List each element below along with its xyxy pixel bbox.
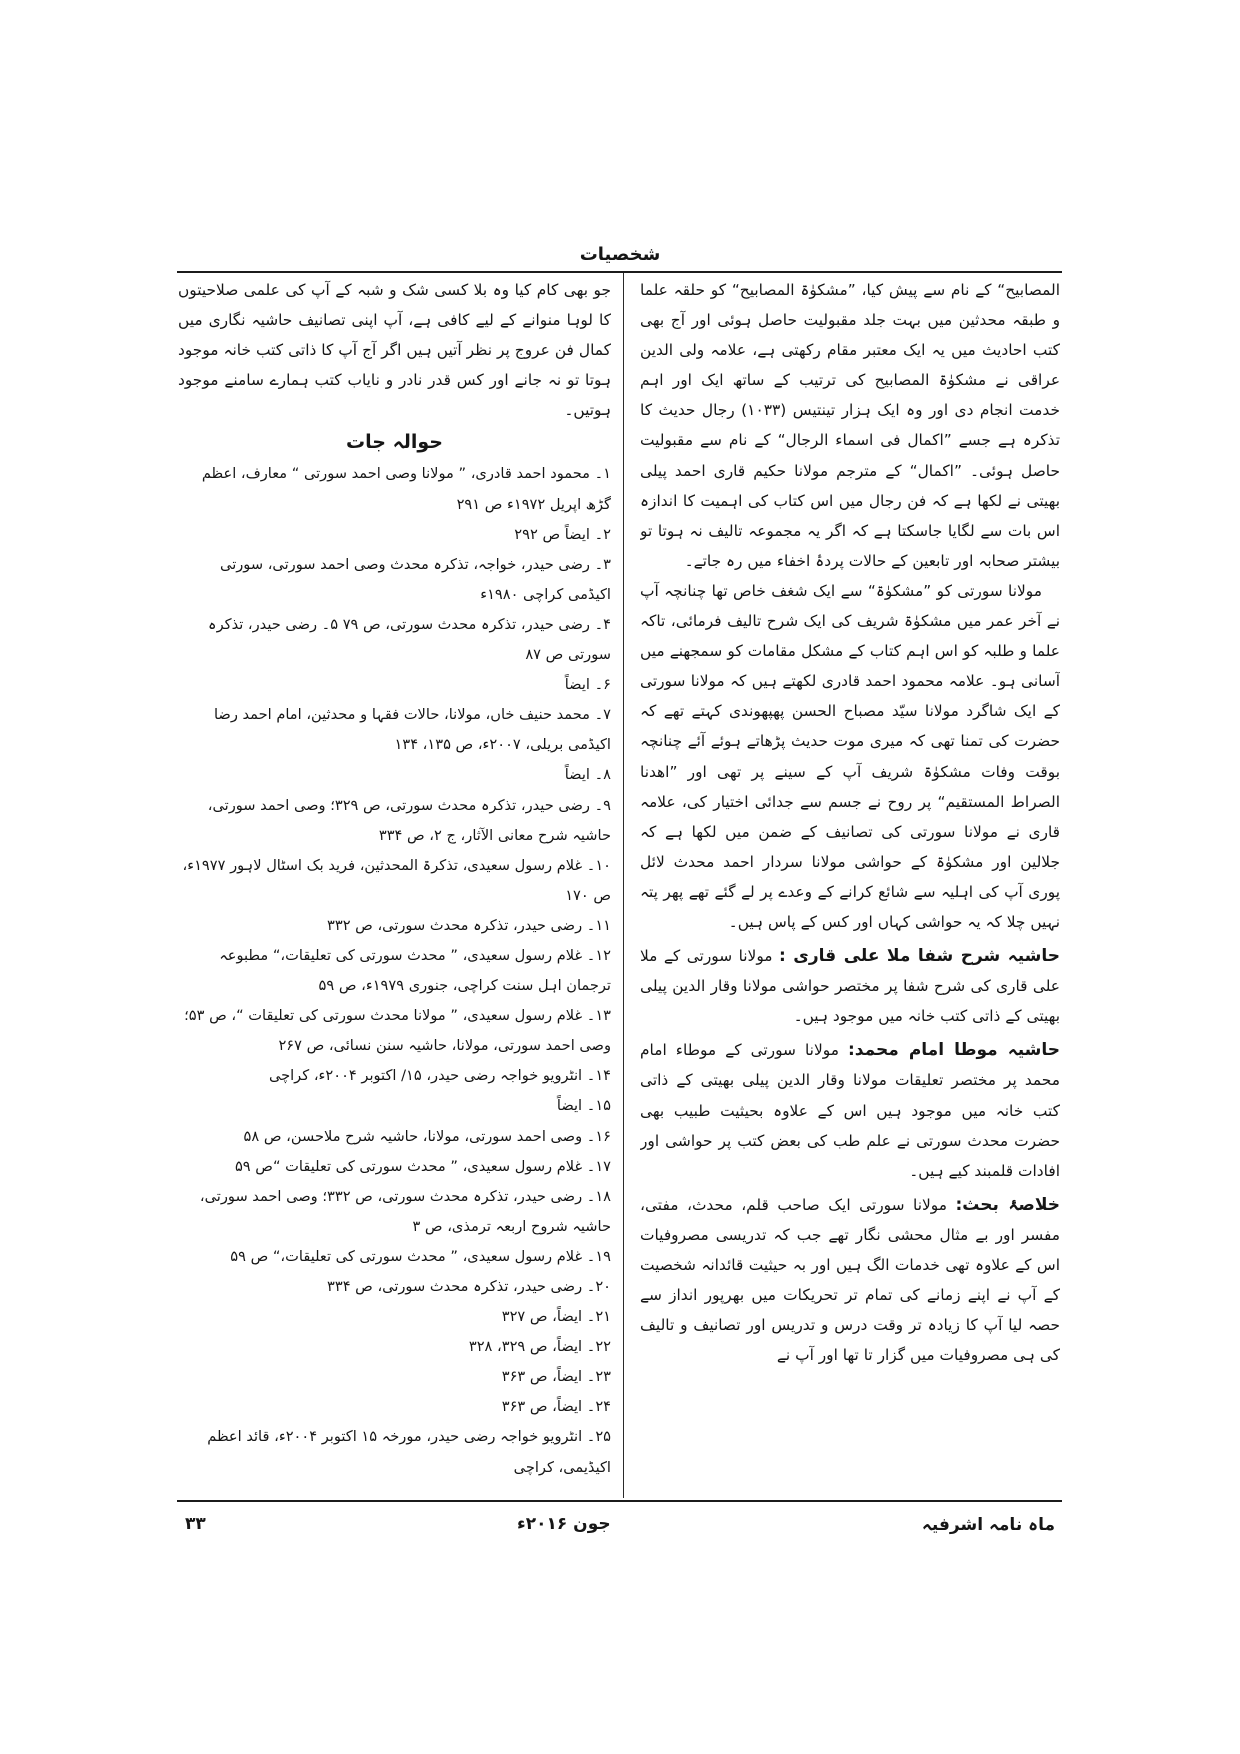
section-heading: حاشیہ موطا امام محمد:	[847, 1040, 1060, 1061]
reference-item: ۱۱۔ رضی حیدر، تذکرہ محدث سورتی، ص ۳۳۲	[327, 916, 611, 934]
reference-item: ۱۳۔ غلام رسول سعیدی، ” مولانا محدث سورتی کی تعلیقات “، ص ۵۳؛ وصی احمد سورتی، مولانا، حاشیہ سنن نسائی، ص ۲۶۷	[184, 1007, 611, 1055]
section-heading: حاشیہ شرح شفا ملا علی قاری :	[779, 946, 1060, 967]
magazine-name: ماہ نامہ اشرفیہ	[921, 1514, 1055, 1535]
left-column	[178, 275, 611, 1499]
reference-item: ۱۴۔ انٹرویو خواجہ رضی حیدر، ۱۵/ اکتوبر ۲۰۰۴ء، کراچی	[268, 1067, 611, 1085]
reference-list	[178, 459, 611, 1482]
reference-item: ۲۴۔ ایضاً، ص ۳۶۳	[501, 1398, 611, 1416]
page-number: ۳۳	[185, 1514, 206, 1534]
reference-item: ۴۔ رضی حیدر، تذکرہ محدث سورتی، ص ۷۹ ۵۔ رضی حیدر، تذکرہ سورتی ص ۸۷	[208, 615, 611, 664]
right-column	[640, 275, 1060, 1499]
reference-item: ۲۵۔ انٹرویو خواجہ رضی حیدر، مورخہ ۱۵ اکتوبر ۲۰۰۴ء، قائد اعظم اکیڈیمی، کراچی	[207, 1428, 611, 1476]
reference-item: ۸۔ ایضاً	[564, 766, 611, 784]
reference-item: ۲۳۔ ایضاً، ص ۳۶۳	[501, 1368, 611, 1386]
section-paragraph	[640, 941, 1060, 1031]
reference-item: ۲۰۔ رضی حیدر، تذکرہ محدث سورتی، ص ۳۳۴	[327, 1278, 611, 1295]
reference-item: ۱۷۔ غلام رسول سعیدی، ” محدث سورتی کی تعلیقات “ص ۵۹	[234, 1157, 611, 1175]
references-heading: حوالہ جات	[346, 431, 443, 454]
reference-item: ۱۵۔ ایضاً	[556, 1097, 611, 1115]
column-divider	[623, 273, 624, 1498]
reference-item: ۱۔ محمود احمد قادری، ” مولانا وصی احمد سورتی “ معارف، اعظم گڑھ اپریل ۱۹۷۲ء ص ۲۹۱	[201, 465, 611, 513]
section-text: مولانا سورتی ایک صاحب قلم، محدث، مفتی، مفسر اور بے مثال محشی نگار تھے جب کہ تدریسی مصروفیات اس کے علاوہ تھی خدمات الگ ہیں اور بہ حیثیت قائدانہ شخصیت کے آپ نے اپنے زمانے کی تمام تر تحریکات میں بھرپور انداز سے حصہ لیا آپ کا زیادہ تر وقت درس و تدریس اور تصانیف و تالیف کی ہی مصروفیات میں گزار تا تھا اور آپ نے	[640, 1195, 1060, 1365]
reference-item: ۷۔ محمد حنیف خاں، مولانا، حالات فقہا و محدثین، امام احمد رضا اکیڈمی بریلی، ۲۰۰۷ء، ص ۱۳۵، ۱۳۴	[213, 706, 611, 754]
reference-item: ۹۔ رضی حیدر، تذکرہ محدث سورتی، ص ۳۲۹؛ وصی احمد سورتی، حاشیہ شرح معانی الآثار، ج ۲، ص ۳۳۴	[207, 796, 611, 844]
paragraph: مولانا سورتی کو ”مشکوٰۃ“ سے ایک شغف خاص تھا چنانچہ آپ نے آخر عمر میں مشکوٰۃ شریف کی ایک شرح تالیف فرمائی، تاکہ علما و طلبہ کو اس اہم کتاب کے مشکل مقامات کو سمجھنے میں آسانی ہو۔ علامہ محمود احمد قادری لکھتے ہیں کہ مولانا سورتی کے ایک شاگرد مولانا سیّد مصباح الحسن پھپھوندی کہتے تھے کہ حضرت کی تمنا تھی کہ میری موت حدیث پڑھاتے ہوئے آئے چنانچہ بوقت وفات مشکوٰۃ شریف آپ کے سینے پر تھی اور ”اھدنا الصراط المستقیم“ پر روح نے جسم سے جدائی اختیار کی، علامہ قاری نے مولانا سورتی کی تصانیف کے ضمن میں لکھا ہے کہ جلالین اور مشکوٰۃ کے حواشی مولانا سردار احمد محدث لائل پوری آپ کی اہلیہ سے شائع کرانے کے وعدے پر لے گئے تھے پھر پتہ نہیں چلا کہ یہ حواشی کہاں اور کس کے پاس ہیں۔	[640, 581, 1060, 931]
paragraph: جو بھی کام کیا وہ بلا کسی شک و شبہ کے آپ کی علمی صلاحیتوں کا لوہا منوانے کے لیے کافی ہے، آپ اپنی تصانیف حاشیہ نگاری میں کمال فن عروج پر نظر آتیں ہیں اگر آج آپ کا ذاتی کتب خانہ موجود ہوتا تو نہ جانے اور کس قدر نادر و نایاب کتب ہمارے سامنے موجود ہوتیں۔	[178, 281, 611, 420]
footer-rule	[177, 1500, 1062, 1502]
reference-item: ۳۔ رضی حیدر، خواجہ، تذکرہ محدث وصی احمد سورتی، سورتی اکیڈمی کراچی ۱۹۸۰ء	[220, 555, 611, 603]
reference-item: ۱۲۔ غلام رسول سعیدی، ” محدث سورتی کی تعلیقات،“ مطبوعہ ترجمان اہل سنت کراچی، جنوری ۱۹۷۹ء، ص ۵۹	[219, 946, 611, 995]
section-heading: خلاصۂ بحث:	[955, 1194, 1060, 1215]
reference-item: ۲۔ ایضاً ص ۲۹۲	[514, 525, 611, 543]
reference-item: ۲۱۔ ایضاً، ص ۳۲۷	[501, 1308, 611, 1326]
section-paragraph	[640, 1035, 1060, 1185]
reference-item: ۱۸۔ رضی حیدر، تذکرہ محدث سورتی، ص ۳۳۲؛ وصی احمد سورتی، حاشیہ شروح اربعہ ترمذی، ص ۳	[199, 1187, 611, 1235]
section-text: مولانا سورتی کے ملا علی قاری کی شرح شفا پر مختصر حواشی مولانا وقار الدین پیلی بھیتی کے ذاتی کتب خانہ میں موجود ہیں۔	[640, 947, 1060, 1026]
section-text: مولانا سورتی کے موطاء امام محمد پر مختصر تعلیقات مولانا وقار الدین پیلی بھیتی کے ذاتی کتب خانہ میں موجود ہیں اس کے علاوہ بحیثیت طبیب بھی حضرت محدث سورتی نے علم طب کی بعض کتب پر حواشی اور افادات قلمبند کیے ہیں۔	[640, 1041, 1060, 1180]
paragraph: المصابیح“ کے نام سے پیش کیا، ”مشکوٰۃ المصابیح“ کو حلقہ علما و طبقہ محدثین میں بہت جلد مقبولیت حاصل ہوئی اور آج بھی کتب احادیث میں یہ ایک معتبر مقام رکھتی ہے، علامہ ولی الدین عراقی نے مشکوٰۃ المصابیح کی ترتیب کے ساتھ ایک اور اہم خدمت انجام دی اور وہ ایک ہزار تینتیس (۱۰۳۳) رجال حدیث کا تذکرہ ہے جسے ”اکمال فی اسماء الرجال“ کے نام سے مقبولیت حاصل ہوئی۔ ”اکمال“ کے مترجم مولانا حکیم قاری احمد پیلی بھیتی نے لکھا ہے کہ فن رجال میں اس کتاب کی اہمیت کا اندازہ اس بات سے لگایا جاسکتا ہے کہ اگر یہ مجموعہ تالیف نہ ہوتا تو بیشتر صحابہ اور تابعین کے حالات پردۂ اخفاء میں رہ جاتے۔	[640, 281, 1060, 570]
reference-item: ۱۹۔ غلام رسول سعیدی، ” محدث سورتی کی تعلیقات،“ ص ۵۹	[230, 1247, 611, 1265]
reference-item: ۲۲۔ ایضاً، ص ۳۲۹، ۳۲۸	[468, 1338, 611, 1356]
reference-item: ۶۔ ایضاً	[564, 676, 611, 694]
reference-item: ۱۰۔ غلام رسول سعیدی، تذکرۃ المحدثین، فرید بک اسٹال لاہور ۱۹۷۷ء، ص ۱۷۰	[182, 856, 611, 904]
header-rule	[177, 271, 1062, 273]
section-title: شخصیات	[579, 244, 661, 265]
issue-date: جون ۲۰۱۶ء	[517, 1514, 611, 1534]
section-paragraph	[640, 1190, 1060, 1371]
reference-item: ۱۶۔ وصی احمد سورتی، مولانا، حاشیہ شرح ملاحسن، ص ۵۸	[243, 1127, 611, 1145]
page-footer	[185, 1508, 1055, 1540]
